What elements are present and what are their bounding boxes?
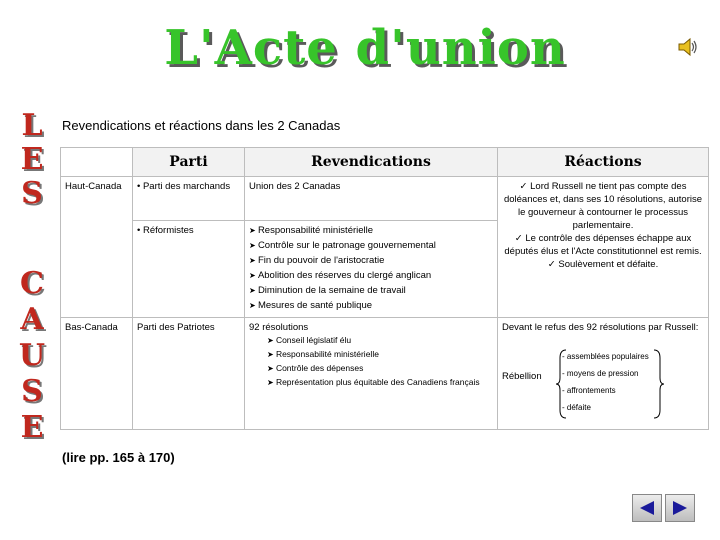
letter-e2: E [20,410,44,445]
letter-s: S [21,176,43,211]
reaction-intro: Devant le refus des 92 résolutions par Russell: [502,322,699,333]
list-item: ➤ Contrôle des dépenses [267,362,493,375]
header-parti: Parti [133,148,245,177]
parti-marchands: • Parti des marchands [133,177,245,221]
arrow-left-icon [638,500,656,516]
list-item: ➤ Responsabilité ministérielle [249,224,493,237]
list-item: ➤ Représentation plus équitable des Canadiens français [267,376,493,389]
page-title: L'Acte d'union [164,20,566,76]
rebellion-group [502,334,704,414]
list-item: ➤ Abolition des réserves du clergé anglican [249,269,493,282]
list-item: - affrontements [562,384,649,397]
list-item: ➤ Mesures de santé publique [249,299,493,312]
speaker-icon[interactable] [676,36,700,58]
header-reactions: Réactions [498,148,709,177]
letter-e: E [20,142,44,177]
rev-union: Union des 2 Canadas [245,177,498,221]
reaction-item: ✓ Soulèvement et défaite. [502,258,704,271]
table-header-row [61,148,709,177]
table-row [61,177,709,221]
next-button[interactable] [665,494,695,522]
list-item: ➤ Conseil législatif élu [267,334,493,347]
list-item: - assemblées populaires [562,350,649,363]
list-item: ➤ Contrôle sur le patronage gouvernemental [249,239,493,252]
letter-a: A [20,302,44,337]
rev-patriotes [245,318,498,430]
header-revendications: Revendications [245,148,498,177]
header-empty [61,148,133,177]
rebellion-label: Rébellion [502,371,542,382]
rev-reformistes [245,221,498,318]
arrow-right-icon [671,500,689,516]
region-haut-canada: Haut-Canada [61,177,133,318]
reference-text: (lire pp. 165 à 170) [62,450,175,465]
list-item: - moyens de pression [562,367,649,380]
letter-s2: S [21,374,43,409]
list-item: ➤ Fin du pouvoir de l'aristocratie [249,254,493,267]
region-bas-canada: Bas-Canada [61,318,133,430]
rev-title: 92 résolutions [249,322,309,333]
reaction-item: ✓ Lord Russell ne tient pas compte des doléances et, dans ses 10 résolutions, autorise le gouverneur à contourner le processus parlementaire. [502,180,704,232]
table-row [61,318,709,430]
parti-patriotes: Parti des Patriotes [133,318,245,430]
previous-button[interactable] [632,494,662,522]
reactions-haut-canada [498,177,709,318]
list-item: ➤ Responsabilité ministérielle [267,348,493,361]
reaction-item: ✓ Le contrôle des dépenses échappe aux députés élus et l'Acte constitutionnel est remis. [502,232,704,258]
letter-l: L [21,108,43,143]
causes-table [60,147,709,430]
parti-reformistes: • Réformistes [133,221,245,318]
list-item: - défaite [562,401,649,414]
list-item: ➤ Diminution de la semaine de travail [249,284,493,297]
letter-c: C [20,266,44,301]
letter-u: U [18,338,46,373]
reactions-bas-canada [498,318,709,430]
subtitle: Revendications et réactions dans les 2 Canadas [62,118,341,133]
